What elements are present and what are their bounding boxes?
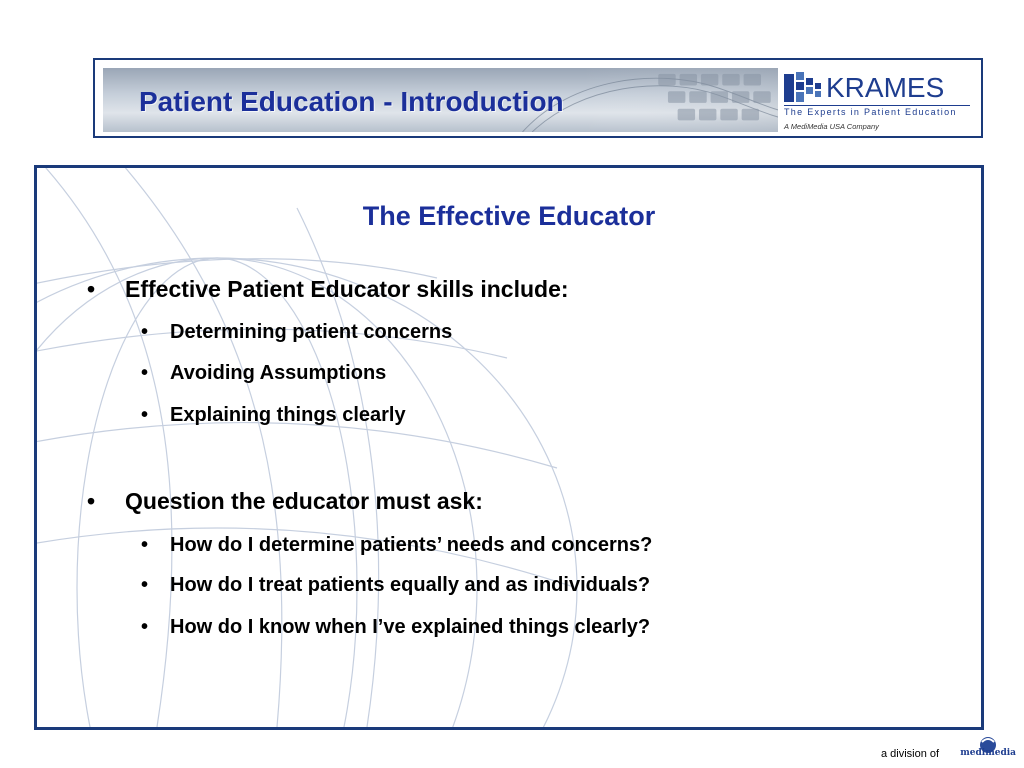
- bullet-icon: •: [87, 488, 96, 514]
- bullet-icon: •: [141, 574, 149, 596]
- list-item-text: Determining patient concerns: [170, 321, 453, 343]
- footer: [878, 734, 1018, 764]
- banner-background: [103, 68, 973, 132]
- content-title: The Effective Educator: [362, 201, 656, 231]
- krames-logo: [778, 68, 973, 132]
- list-item-text: How do I treat patients equally and as individuals?: [170, 574, 651, 596]
- krames-logo-tagline: The Experts in Patient Education: [784, 105, 970, 117]
- krames-logo-subtitle: A MediMedia USA Company: [784, 122, 879, 131]
- bullet-icon: •: [141, 404, 149, 426]
- header-banner: [93, 58, 983, 138]
- krames-logo-name: KRAMES: [826, 72, 945, 103]
- bullet-icon: •: [87, 276, 96, 302]
- globe-watermark-icon: [37, 168, 981, 727]
- list-item-text: How do I know when I’ve explained things clearly?: [170, 616, 651, 638]
- bullet-icon: •: [141, 321, 149, 343]
- bullet-icon: •: [141, 534, 149, 556]
- footer-division-text: a division of: [881, 748, 940, 760]
- bullet-icon: •: [141, 362, 149, 384]
- section-heading-text: Question the educator must ask:: [125, 488, 483, 514]
- page-title: Patient Education - Introduction: [139, 86, 564, 117]
- bullet-icon: •: [141, 616, 149, 638]
- krames-logo-mark-icon: [784, 70, 824, 104]
- list-item-text: Explaining things clearly: [170, 404, 406, 426]
- list-item-text: Avoiding Assumptions: [170, 362, 387, 384]
- list-item-text: How do I determine patients’ needs and concerns?: [170, 534, 653, 556]
- section-heading-text: Effective Patient Educator skills include:: [125, 276, 569, 302]
- content-panel: [34, 165, 984, 730]
- medimedia-logo-text: medimedia: [960, 748, 1016, 758]
